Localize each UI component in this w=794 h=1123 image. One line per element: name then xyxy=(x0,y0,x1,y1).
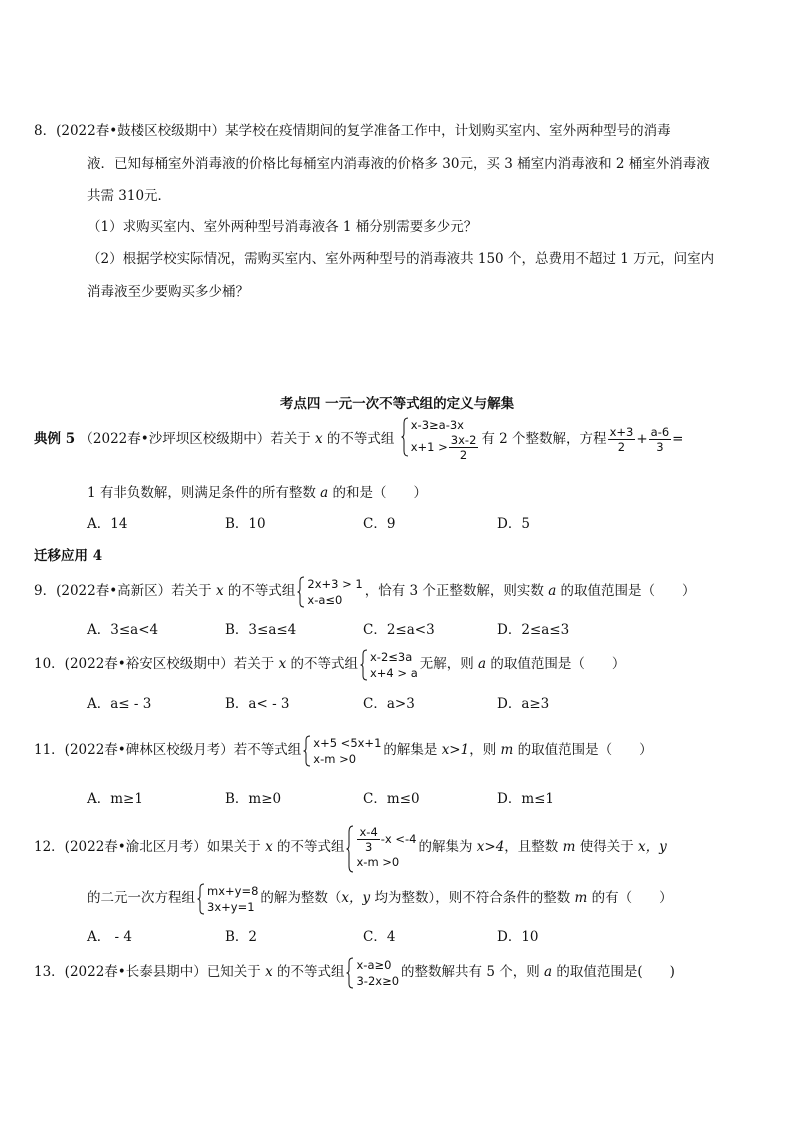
example5-line2 xyxy=(87,483,427,503)
q10-inequality-system xyxy=(360,649,418,681)
q9-mid: 的不等式组 xyxy=(223,583,296,599)
example5-var-a: a xyxy=(320,485,329,501)
q12-option-d: D．10 xyxy=(497,929,539,945)
example5-line2-post: 的和是（ ） xyxy=(328,485,428,501)
q9-row2: x-a≤0 xyxy=(307,592,343,607)
example5-row2-left: x+1 > xyxy=(410,440,448,454)
q12-row1-frac xyxy=(357,825,379,854)
q8-sub2a: （2）根据学校实际情况，需购买室内、室外两种型号的消毒液共 150 个，总费用不超过 1 万元，问室内 xyxy=(87,251,715,267)
example5-option-d: D．5 xyxy=(497,516,530,532)
left-brace-icon xyxy=(297,576,305,608)
frac-num: x+3 xyxy=(609,425,634,439)
q12-line1 xyxy=(34,819,667,875)
example5-var-x: x xyxy=(315,431,323,447)
q8-sub1: （1）求购买室内、室外两种型号消毒液各 1 桶分别需要多少元？ xyxy=(87,219,478,235)
frac-den: 2 xyxy=(617,440,626,454)
q8-sub2b: 消毒液至少要购买多少桶？ xyxy=(87,284,249,300)
q13-mid: 的不等式组 xyxy=(272,964,345,980)
q11-pre: 11．(2022春•碑林区校级月考）若不等式组 xyxy=(34,742,302,758)
example5-option-c: C．9 xyxy=(363,516,396,532)
frac-num: x-4 xyxy=(359,825,378,839)
q11-post-b: ，则 xyxy=(469,742,501,758)
example5-label: 典例 5 xyxy=(34,431,76,447)
transfer-label: 迁移应用 4 xyxy=(34,548,103,564)
q9-var: x xyxy=(215,583,224,599)
section-title: 考点四 一元一次不等式组的定义与解集 xyxy=(279,396,515,412)
q11-line1 xyxy=(34,731,653,769)
q12-option-c: C．4 xyxy=(363,929,396,945)
q9-row1: 2x+3 > 1 xyxy=(307,576,363,591)
q9-line1 xyxy=(34,572,696,610)
example5-inequality-system xyxy=(401,417,480,462)
q13-var: x xyxy=(265,964,273,980)
q11-row2: x-m >0 xyxy=(313,751,357,766)
q9-option-a: A．3≤a<4 xyxy=(87,622,159,638)
q10-option-a: A．a≤ - 3 xyxy=(87,696,152,712)
q12-line2-xy: x，y xyxy=(341,890,371,906)
left-brace-icon xyxy=(346,825,354,873)
q12-row2: x-m >0 xyxy=(356,855,400,869)
q12-line2-post-c: 的有（ ） xyxy=(587,890,673,906)
q11-option-c: C．m≤0 xyxy=(363,791,420,807)
q9-post-b: 的取值范围是（ ） xyxy=(556,583,696,599)
example5-row2-frac xyxy=(449,433,479,462)
q12-post-a: 的解集为 xyxy=(418,839,477,855)
example5-option-b: B．10 xyxy=(225,516,266,532)
q9-var2: a xyxy=(548,583,557,599)
q8-line3: 共需 310元． xyxy=(87,188,172,204)
q12-row1 xyxy=(356,825,416,854)
q9-option-c: C．2≤a<3 xyxy=(363,622,435,638)
q13-var2: a xyxy=(544,964,553,980)
q8-line2: 液．已知每桶室外消毒液的价格比每桶室内消毒液的价格多 30元，买 3 桶室内消毒液和 2 桶室外消毒液 xyxy=(87,156,710,172)
q10-mid: 的不等式组 xyxy=(286,656,358,672)
frac-den: 3 xyxy=(656,440,664,454)
frac-den: 3 xyxy=(364,840,373,854)
q10-row1: x-2≤3a xyxy=(369,649,413,664)
left-brace-icon xyxy=(197,883,205,915)
q9-option-d: D．2≤a≤3 xyxy=(497,622,570,638)
q11-solution: x>1 xyxy=(441,742,470,758)
example5-line1 xyxy=(34,415,683,463)
example5-row2 xyxy=(411,433,480,462)
q12-line2-pre: 的二元一次方程组 xyxy=(87,890,195,906)
q8-line1: 8．(2022春•鼓楼区校级期中）某学校在疫情期间的复学准备工作中，计划购买室内、室外两种型号的消毒 xyxy=(34,123,671,139)
q13-row2: 3-2x≥0 xyxy=(356,973,400,988)
left-brace-icon xyxy=(401,417,409,457)
q12-line2-m: m xyxy=(574,890,588,906)
q10-post-a: 无解，则 xyxy=(419,656,479,672)
frac-num: 3x-2 xyxy=(450,433,477,447)
q10-line1 xyxy=(34,645,625,683)
q13-row1: x-a≥0 xyxy=(356,957,392,972)
q12-line2-post-a: 的解为整数（ xyxy=(260,890,342,906)
q12-inequality-system xyxy=(346,825,416,870)
example5-option-a: A．14 xyxy=(87,516,128,532)
q13-post-a: 的整数解共有 5 个，则 xyxy=(401,964,544,980)
example5-row1: x-3≥a-3x xyxy=(410,418,464,432)
q9-inequality-system xyxy=(297,576,362,608)
q12-pre: 12．(2022春•渝北区月考）如果关于 xyxy=(34,839,266,855)
example5-post: 有 2 个整数解，方程 xyxy=(481,431,607,447)
q10-option-c: C．a>3 xyxy=(363,696,415,712)
q10-option-d: D．a≥3 xyxy=(497,696,550,712)
q12-var-m: m xyxy=(562,839,576,855)
left-brace-icon xyxy=(303,735,311,767)
q10-option-b: B．a< - 3 xyxy=(225,696,290,712)
left-brace-icon xyxy=(360,649,368,681)
q10-post-b: 的取值范围是（ ） xyxy=(486,656,626,672)
q11-post-c: 的取值范围是（ ） xyxy=(513,742,653,758)
q12-solution: x>4 xyxy=(476,839,505,855)
q10-var2: a xyxy=(478,656,487,672)
example5-mid: 的不等式组 xyxy=(322,431,395,447)
q12-eq1: mx+y=8 xyxy=(207,883,259,898)
q10-pre: 10．(2022春•裕安区校级期中）若关于 xyxy=(34,656,279,672)
left-brace-icon xyxy=(346,957,354,989)
frac-num: a-6 xyxy=(650,425,670,439)
q12-var: x xyxy=(265,839,273,855)
q9-pre: 9．(2022春•高新区）若关于 xyxy=(34,583,216,599)
q11-var2: m xyxy=(500,742,514,758)
q11-row1: x+5 <5x+1 xyxy=(313,735,382,750)
q11-option-a: A．m≥1 xyxy=(87,791,143,807)
q13-line1 xyxy=(34,953,675,991)
q10-var: x xyxy=(278,656,287,672)
q12-post-b: ，且整数 xyxy=(504,839,563,855)
q11-inequality-system xyxy=(303,735,381,767)
q12-line2-post-b: 均为整数），则不符合条件的整数 xyxy=(370,890,575,906)
q11-option-d: D．m≤1 xyxy=(497,791,555,807)
q12-mid: 的不等式组 xyxy=(272,839,345,855)
q12-option-b: B．2 xyxy=(225,929,258,945)
frac-den: 2 xyxy=(459,448,468,462)
q13-inequality-system xyxy=(346,957,399,989)
q10-row2: x+4 > a xyxy=(369,665,418,680)
q9-post-a: ，恰有 3 个正整数解，则实数 xyxy=(364,583,549,599)
example5-eq-frac1 xyxy=(608,425,636,454)
q12-eq2: 3x+y=1 xyxy=(207,899,255,914)
q12-var-xy: x，y xyxy=(638,839,667,855)
q11-post-a: 的解集是 xyxy=(383,742,442,758)
example5-eq-frac2 xyxy=(649,425,672,454)
q12-equation-system xyxy=(197,883,258,915)
q12-post-c: 使得关于 xyxy=(575,839,638,855)
q12-row1-rest: -x <-4 xyxy=(380,832,417,846)
q11-option-b: B．m≥0 xyxy=(225,791,282,807)
plus-sign: + xyxy=(636,431,648,447)
q9-option-b: B．3≤a≤4 xyxy=(225,622,297,638)
equals-sign: = xyxy=(672,431,684,447)
q12-option-a: A． - 4 xyxy=(87,929,132,945)
q13-post-b: 的取值范围是( ) xyxy=(552,964,675,980)
example5-line2-pre: 1 有非负数解，则满足条件的所有整数 xyxy=(87,485,321,501)
q13-pre: 13．(2022春•长泰县期中）已知关于 xyxy=(34,964,266,980)
example5-pre: （2022春•沙坪坝区校级期中）若关于 xyxy=(79,431,316,447)
q12-line2 xyxy=(87,879,673,917)
